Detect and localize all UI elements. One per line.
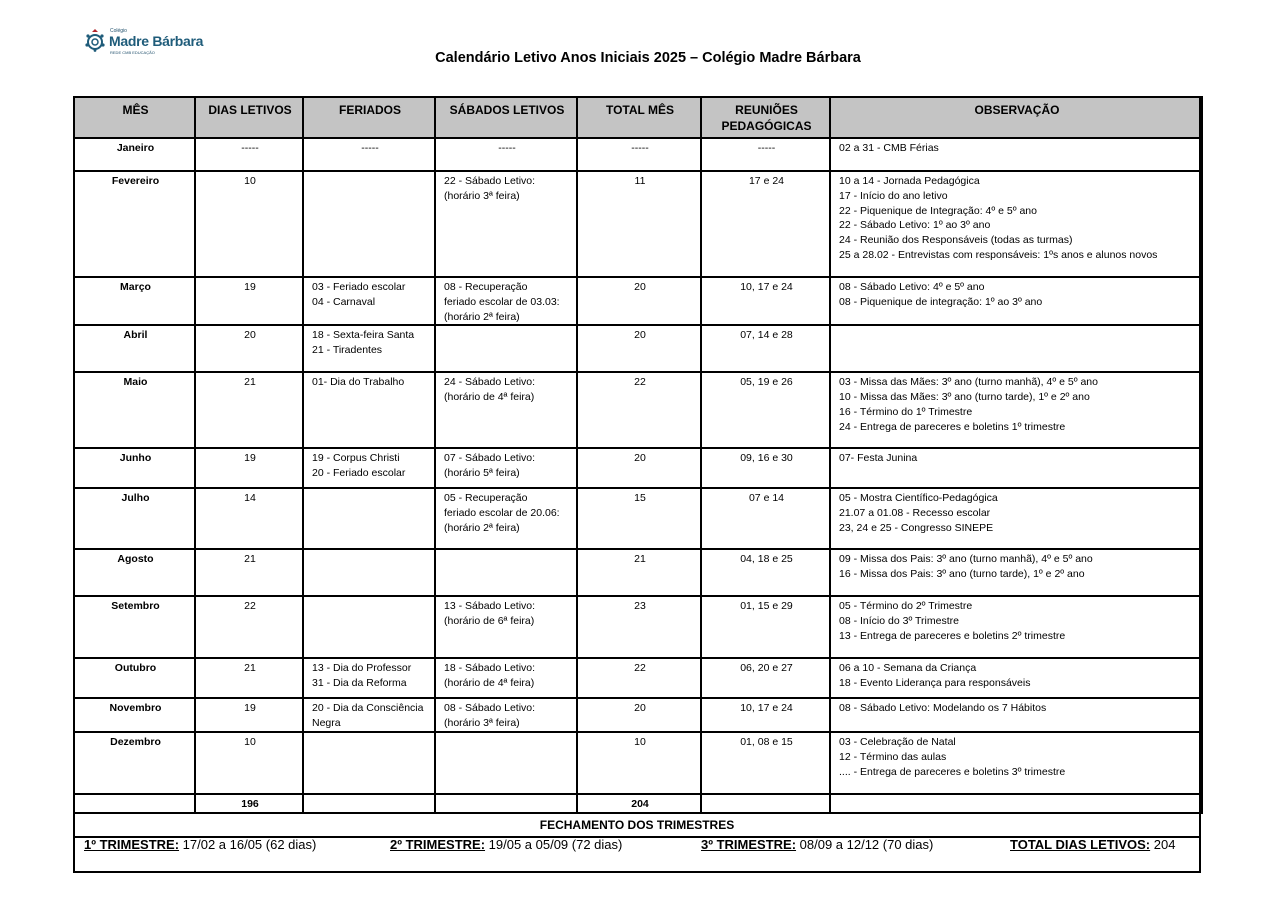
table-frame: [73, 96, 1201, 873]
fechamento-heading: FECHAMENTO DOS TRIMESTRES: [75, 812, 1199, 838]
observacao-line: 16 - Término do 1º Trimestre: [839, 405, 973, 418]
observacao-line: 24 - Reunião dos Responsáveis (todas as turmas): [839, 234, 1073, 247]
header-reunioes: REUNIÕES PEDAGÓGICAS: [701, 97, 830, 138]
total-dias-letivos-cell: 196: [195, 794, 303, 813]
feriados-line: 19 - Corpus Christi: [312, 452, 400, 465]
header-total-mes: TOTAL MÊS: [577, 97, 701, 138]
feriados-line: 03 - Feriado escolar: [312, 281, 406, 293]
trimestre-3: [701, 837, 933, 852]
month-cell: Outubro: [74, 658, 195, 698]
observacao-line: 10 - Missa das Mães: 3º ano (turno tarde), 1º e 2º ano: [839, 391, 1090, 404]
logo-name: Madre Bárbara: [109, 33, 204, 49]
total-mes-cell: 22: [577, 372, 701, 448]
feriados-line: 20 - Dia da Consciência: [312, 702, 424, 715]
logo-tagline: REDE CMB EDUCAÇÃO: [110, 50, 155, 55]
sabados-line: feriado escolar de 03.03:: [444, 295, 560, 308]
reunioes-cell: 01, 15 e 29: [701, 596, 830, 658]
feriados-line: 20 - Feriado escolar: [312, 467, 406, 480]
observacao-line: 13 - Entrega de pareceres e boletins 2º trimestre: [839, 629, 1066, 642]
trimestre-3-label: 3º TRIMESTRE:: [701, 837, 797, 852]
observacao-line: 03 - Celebração de Natal: [839, 735, 956, 748]
reunioes-cell: 09, 16 e 30: [701, 448, 830, 488]
sabados-line: 08 - Sábado Letivo:: [444, 702, 536, 715]
observacao-line: 12 - Término das aulas: [839, 750, 947, 763]
total-mes-cell: 20: [577, 277, 701, 325]
dias-letivos-cell: 21: [195, 549, 303, 596]
total-dias-letivos: [1010, 837, 1175, 852]
dias-letivos-cell: 10: [195, 732, 303, 794]
observacao-line: 08 - Piquenique de integração: 1º ao 3º ano: [839, 295, 1043, 308]
total-mes-cell: 15: [577, 488, 701, 549]
sabados-line: 13 - Sábado Letivo:: [444, 600, 536, 613]
reunioes-cell: 10, 17 e 24: [701, 277, 830, 325]
sabados-line: feriado escolar de 20.06:: [444, 507, 560, 520]
month-cell: Janeiro: [74, 138, 195, 171]
total-mes-cell: 20: [577, 698, 701, 732]
feriados-line: 01- Dia do Trabalho: [312, 376, 405, 389]
month-cell: Setembro: [74, 596, 195, 658]
sabados-line: (horário de 4ª feira): [444, 677, 535, 690]
page-title: Calendário Letivo Anos Iniciais 2025 – Colégio Madre Bárbara: [435, 50, 861, 66]
feriados-line: 04 - Carnaval: [312, 295, 376, 308]
observacao-line: 17 - Início do ano letivo: [839, 189, 948, 202]
dias-letivos-cell: 21: [195, 658, 303, 698]
month-cell: Maio: [74, 372, 195, 448]
logo-small-text: Colégio: [110, 28, 127, 34]
reunioes-cell: -----: [701, 138, 830, 171]
observacao-line: 05 - Mostra Científico-Pedagógica: [839, 492, 998, 505]
observacao-line: 08 - Sábado Letivo: Modelando os 7 Hábitos: [839, 702, 1047, 715]
observacao-line: 16 - Missa dos Pais: 3º ano (turno tarde), 1º e 2º ano: [839, 568, 1085, 581]
observacao-line: 08 - Início do 3º Trimestre: [839, 615, 959, 628]
observacao-line: 05 - Término do 2º Trimestre: [839, 600, 973, 613]
sabados-line: (horário de 6ª feira): [444, 615, 535, 628]
reunioes-cell: 06, 20 e 27: [701, 658, 830, 698]
month-cell: Julho: [74, 488, 195, 549]
header-observacao: OBSERVAÇÃO: [830, 97, 1202, 138]
dias-letivos-cell: 19: [195, 277, 303, 325]
observacao-line: 10 a 14 - Jornada Pedagógica: [839, 175, 980, 187]
trimestre-3-value: 08/09 a 12/12 (70 dias): [796, 837, 934, 852]
observacao-line: 09 - Missa dos Pais: 3º ano (turno manhã), 4º e 5º ano: [839, 553, 1093, 566]
total-mes-cell: 23: [577, 596, 701, 658]
month-cell: Novembro: [74, 698, 195, 732]
header-feriados: FERIADOS: [303, 97, 435, 138]
trimestre-1-value: 17/02 a 16/05 (62 dias): [179, 837, 317, 852]
observacao-line: .... - Entrega de pareceres e boletins 3º trimestre: [839, 765, 1066, 778]
observacao-line: 18 - Evento Liderança para responsáveis: [839, 677, 1031, 690]
trimestre-1-label: 1º TRIMESTRE:: [84, 837, 180, 852]
total-mes-cell: 20: [577, 448, 701, 488]
header-sabados-letivos: SÁBADOS LETIVOS: [435, 97, 577, 138]
reunioes-cell: 10, 17 e 24: [701, 698, 830, 732]
reunioes-cell: 17 e 24: [701, 171, 830, 277]
feriados-line: Negra: [312, 717, 341, 730]
feriados-line: 21 - Tiradentes: [312, 344, 383, 357]
observacao-line: 06 a 10 - Semana da Criança: [839, 662, 977, 675]
total-mes-sum-cell: 204: [577, 794, 701, 813]
trimestre-2: [390, 837, 622, 852]
logo-emblem-icon: [84, 28, 106, 52]
sabados-line: 24 - Sábado Letivo:: [444, 376, 536, 389]
trimestre-2-label: 2º TRIMESTRE:: [390, 837, 486, 852]
total-mes-cell: 11: [577, 171, 701, 277]
sabados-line: (horário de 4ª feira): [444, 391, 535, 404]
observacao-line: 21.07 a 01.08 - Recesso escolar: [839, 507, 991, 520]
feriados-line: 18 - Sexta-feira Santa: [312, 329, 415, 342]
header-dias-letivos: DIAS LETIVOS: [195, 97, 303, 138]
reunioes-cell: 01, 08 e 15: [701, 732, 830, 794]
reunioes-cell: 05, 19 e 26: [701, 372, 830, 448]
dias-letivos-cell: 10: [195, 171, 303, 277]
month-cell: Junho: [74, 448, 195, 488]
sabados-line: (horário 3ª feira): [444, 717, 520, 730]
feriados-line: -----: [361, 142, 379, 154]
sabados-line: 05 - Recuperação: [444, 492, 528, 505]
sabados-line: 08 - Recuperação: [444, 281, 528, 293]
dias-letivos-cell: 19: [195, 448, 303, 488]
total-mes-cell: 21: [577, 549, 701, 596]
dias-letivos-cell: -----: [195, 138, 303, 171]
dias-letivos-cell: 20: [195, 325, 303, 372]
month-cell: Fevereiro: [74, 171, 195, 277]
sabados-line: (horário 3ª feira): [444, 189, 520, 202]
trimestre-1: [84, 837, 316, 852]
dias-letivos-cell: 22: [195, 596, 303, 658]
total-dias-value: 204: [1150, 837, 1176, 852]
reunioes-cell: 07 e 14: [701, 488, 830, 549]
observacao-line: 25 a 28.02 - Entrevistas com responsáveis: 1ºs anos e alunos novos: [839, 248, 1158, 261]
month-cell: Março: [74, 277, 195, 325]
trimestre-2-value: 19/05 a 05/09 (72 dias): [485, 837, 623, 852]
reunioes-cell: 07, 14 e 28: [701, 325, 830, 372]
total-mes-cell: 22: [577, 658, 701, 698]
sabados-line: 22 - Sábado Letivo:: [444, 175, 536, 187]
header-mes: MÊS: [74, 97, 195, 138]
dias-letivos-cell: 19: [195, 698, 303, 732]
total-mes-cell: -----: [577, 138, 701, 171]
feriados-line: 13 - Dia do Professor: [312, 662, 412, 675]
total-mes-cell: 10: [577, 732, 701, 794]
month-cell: Agosto: [74, 549, 195, 596]
total-mes-cell: 20: [577, 325, 701, 372]
sabados-line: (horário 2ª feira): [444, 310, 520, 323]
month-cell: Dezembro: [74, 732, 195, 794]
sabados-line: 07 - Sábado Letivo:: [444, 452, 536, 465]
observacao-line: 22 - Sábado Letivo: 1º ao 3º ano: [839, 219, 991, 232]
total-dias-label: TOTAL DIAS LETIVOS:: [1010, 837, 1151, 852]
sabados-line: (horário 2ª feira): [444, 521, 520, 534]
observacao-line: 24 - Entrega de pareceres e boletins 1º trimestre: [839, 420, 1066, 433]
month-cell: Abril: [74, 325, 195, 372]
observacao-line: 07- Festa Junina: [839, 452, 918, 465]
observacao-line: 03 - Missa das Mães: 3º ano (turno manhã), 4º e 5º ano: [839, 376, 1098, 389]
observacao-line: 23, 24 e 25 - Congresso SINEPE: [839, 521, 994, 534]
reunioes-cell: 04, 18 e 25: [701, 549, 830, 596]
dias-letivos-cell: 21: [195, 372, 303, 448]
observacao-line: 02 a 31 - CMB Férias: [839, 142, 939, 154]
observacao-line: 22 - Piquenique de Integração: 4º e 5º ano: [839, 204, 1037, 217]
sabados-line: (horário 5ª feira): [444, 467, 520, 480]
sabados-line: -----: [498, 142, 516, 154]
feriados-line: 31 - Dia da Reforma: [312, 677, 407, 690]
sabados-line: 18 - Sábado Letivo:: [444, 662, 536, 675]
dias-letivos-cell: 14: [195, 488, 303, 549]
observacao-line: 08 - Sábado Letivo: 4º e 5º ano: [839, 281, 985, 293]
